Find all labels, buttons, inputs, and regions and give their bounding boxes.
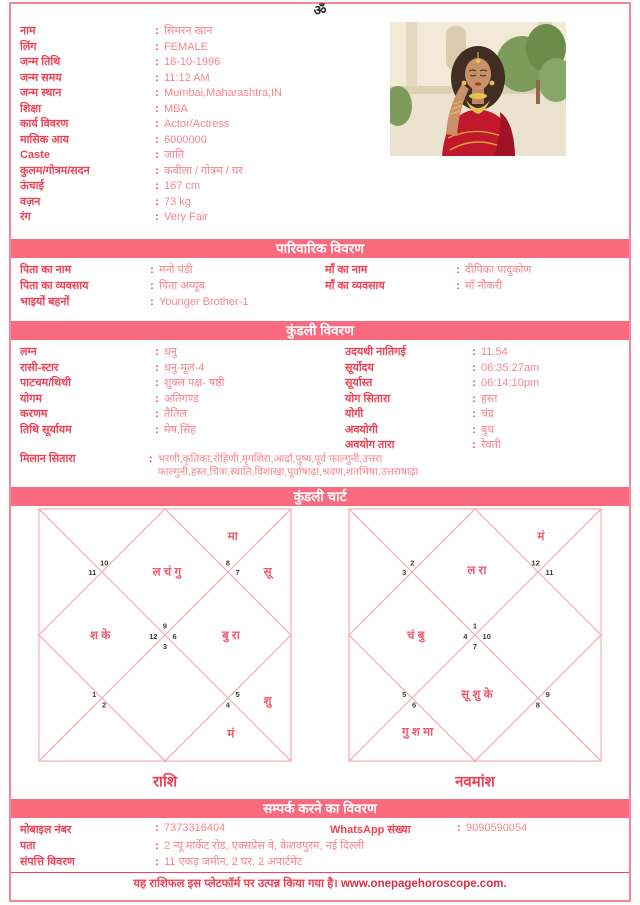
- field-label: ऊंचाई: [20, 180, 44, 192]
- detail-row-tithi: [20, 375, 330, 391]
- colon: :: [155, 408, 159, 420]
- field-value: MBA: [164, 102, 188, 115]
- detail-row-yoga-star: [345, 391, 626, 407]
- sign-number: 5: [402, 690, 407, 700]
- field-value: तैतिल: [164, 408, 187, 420]
- colon: :: [150, 280, 154, 292]
- field-value: चंद्र: [481, 408, 494, 420]
- colon: :: [155, 102, 159, 115]
- field-value: Younger Brother-1: [159, 296, 249, 308]
- planets-house12: मा: [227, 529, 238, 543]
- field-value: कबीला / गोत्रम / घर: [164, 164, 243, 177]
- detail-row-complexion: [20, 209, 385, 225]
- field-label: लिंग: [20, 40, 37, 53]
- colon: :: [155, 164, 159, 177]
- colon: :: [155, 195, 159, 208]
- footer: [11, 876, 629, 891]
- detail-row-avayogi: [345, 422, 626, 438]
- field-value: 06:14:10pm: [481, 377, 540, 389]
- sign-number: 10: [482, 631, 491, 641]
- detail-row-birthdate: [20, 54, 385, 70]
- colon: :: [456, 280, 460, 292]
- field-value: Actor/Actress: [164, 118, 230, 130]
- sign-number: 4: [463, 631, 468, 641]
- detail-row-gender: [20, 39, 385, 55]
- field-label: WhatsApp संख्या: [330, 824, 411, 836]
- field-value: 18-10-1996: [164, 56, 221, 68]
- contact-section-header: [11, 799, 629, 818]
- field-label: तिथि सूर्यायम: [20, 423, 72, 436]
- field-label: सूर्योदय: [345, 361, 374, 374]
- detail-row-gotra: [20, 163, 385, 179]
- field-label: वज़न: [20, 195, 41, 208]
- field-value: धनु-मूल-4: [164, 361, 205, 374]
- detail-row-tithi-suryayam: [20, 422, 330, 438]
- sign-number: 12: [531, 558, 540, 568]
- planets-house10: बु रा: [221, 628, 240, 642]
- field-value: 06:35:27am: [481, 361, 540, 374]
- detail-row-occupation: [20, 116, 385, 132]
- field-label: रासी-स्टार: [20, 361, 59, 374]
- field-value: भरणी,कृतिका,रोहिणी,मृगशिरा,आर्द्रा,पुष्य,पूर्व फाल्गुनी,उत्तरा फाल्गुनी,हस्त,चित्रा,स्वाति,विशाखा,पूर्वाषाढ़ा,श्रवण,शतभिषा,उत्तराषाढ़ा: [157, 453, 419, 478]
- colon: :: [155, 56, 159, 68]
- field-value: 73 kg: [164, 195, 191, 208]
- detail-row-caste: [20, 147, 385, 163]
- field-value: हस्त: [481, 392, 498, 405]
- whatsapp-number-field: [330, 822, 624, 837]
- colon: :: [150, 264, 154, 276]
- section-title: पारिवारिक विवरण: [275, 241, 365, 256]
- field-label: अवयोगी: [345, 423, 378, 436]
- colon: :: [155, 40, 159, 53]
- planets-house1: ल चं गु: [152, 565, 182, 579]
- field-label: मोबाइल नंबर: [20, 824, 72, 836]
- field-label: नाम: [20, 25, 36, 37]
- colon: :: [155, 423, 159, 436]
- field-label: Caste: [20, 149, 50, 161]
- family-left-column: [20, 262, 325, 310]
- sign-number: 2: [410, 558, 415, 568]
- detail-row-father-name: [20, 262, 325, 278]
- colon: :: [155, 361, 159, 374]
- field-label: लग्न: [20, 346, 37, 358]
- family-section-header: [11, 239, 629, 258]
- detail-row-sunset: [345, 375, 626, 391]
- sign-number: 7: [235, 567, 240, 577]
- detail-row-birthtime: [20, 70, 385, 86]
- sign-number: 5: [235, 690, 240, 700]
- colon: :: [155, 211, 159, 223]
- detail-row-karanam: [20, 406, 330, 422]
- colon: :: [155, 118, 159, 130]
- sign-number: 8: [535, 700, 540, 710]
- colon: :: [472, 377, 476, 389]
- section-title: सम्पर्क करने का विवरण: [263, 801, 377, 816]
- detail-row-mother-name: [325, 262, 624, 278]
- sign-number: 1: [472, 621, 478, 631]
- sign-number: 2: [101, 700, 107, 710]
- field-label: योग सितारा: [345, 392, 391, 405]
- field-label: शिक्षा: [20, 102, 42, 115]
- field-value: रेवती: [481, 439, 501, 451]
- field-label: जन्म समय: [20, 71, 62, 84]
- colon: :: [472, 346, 476, 358]
- field-value: माँ नौकरी: [465, 280, 503, 292]
- colon: :: [457, 822, 461, 834]
- colon: :: [472, 423, 476, 436]
- field-label: योगी: [345, 408, 364, 420]
- field-label: पाटचम/थिथी: [20, 377, 72, 389]
- detail-row-income: [20, 132, 385, 148]
- colon: :: [155, 377, 159, 389]
- field-value: अतिगण्ड: [164, 392, 199, 405]
- field-value: 11 एकड़ जमीन, 2 घर, 2 अपार्टमेंट: [164, 856, 303, 868]
- planets-house4: चं बु: [407, 628, 425, 642]
- section-title: कुंडली विवरण: [286, 323, 354, 338]
- detail-row-name: [20, 23, 385, 39]
- sign-number: 3: [402, 567, 407, 577]
- planets-house4: श के: [89, 628, 111, 642]
- detail-row-mother-occupation: [325, 278, 624, 294]
- detail-row-birthplace: [20, 85, 385, 101]
- colon: :: [472, 408, 476, 420]
- sign-number: 3: [162, 642, 168, 652]
- detail-row-milan-sitara: [20, 451, 622, 479]
- field-label: योगम: [20, 392, 42, 405]
- detail-row-weight: [20, 194, 385, 210]
- field-label: जन्म स्थान: [20, 87, 62, 99]
- website-link[interactable]: www.onepagehoroscope.com.: [340, 878, 507, 890]
- kundali-right-column: [345, 344, 626, 453]
- detail-row-udaya: [345, 344, 626, 360]
- colon: :: [155, 133, 159, 146]
- sign-number: 1: [92, 690, 97, 700]
- colon: :: [148, 453, 153, 465]
- contact-row-address: [20, 838, 624, 853]
- contact-row-property: [20, 854, 624, 869]
- detail-row-height: [20, 178, 385, 194]
- field-label: पता: [20, 840, 36, 852]
- navamsa-chart: [348, 508, 602, 794]
- field-label: माँ का नाम: [325, 264, 368, 276]
- colon: :: [155, 71, 159, 84]
- field-value: 6000000: [164, 133, 207, 146]
- kundali-left-column: [20, 344, 330, 437]
- sign-number: 7: [472, 642, 478, 652]
- field-label: करणम: [20, 408, 48, 420]
- field-label: सूर्यास्त: [345, 377, 373, 389]
- colon: :: [155, 180, 159, 192]
- detail-row-sunrise: [345, 360, 626, 376]
- planets-house11: सू: [263, 565, 272, 579]
- colon: :: [155, 392, 159, 405]
- sign-number: 9: [545, 690, 550, 700]
- planets-house12: मं: [537, 529, 545, 543]
- contact-row-phone: [20, 822, 624, 837]
- planets-house8: मं: [227, 727, 235, 741]
- profile-photo: [390, 22, 566, 156]
- field-label: जन्म तिथि: [20, 56, 61, 68]
- sign-number: 10: [100, 558, 109, 568]
- field-value: शुक्ल पक्ष- षष्ठी: [164, 377, 225, 389]
- detail-row-siblings: [20, 294, 325, 310]
- field-label: पिता का नाम: [20, 264, 72, 276]
- detail-row-rashi-star: [20, 360, 330, 376]
- planets-house6: गु श मा: [402, 725, 434, 739]
- sign-number: 8: [225, 558, 230, 568]
- field-label: मासिक आय: [20, 133, 69, 146]
- sign-number: 11: [545, 567, 554, 577]
- planets-house9: शु: [263, 694, 272, 708]
- field-value: मेष,सिंह: [164, 423, 197, 436]
- kundali-charts: [38, 508, 602, 794]
- colon: :: [150, 296, 154, 308]
- field-label: उदयथी नातिगई: [345, 346, 406, 358]
- colon: :: [472, 439, 476, 451]
- chart-caption: नवमांश: [455, 773, 495, 791]
- colon: :: [155, 25, 159, 37]
- sign-number: 9: [162, 621, 168, 631]
- colon: :: [155, 87, 159, 99]
- section-title: कुंडली चार्ट: [293, 489, 347, 504]
- colon: :: [472, 361, 476, 374]
- colon: :: [456, 264, 460, 276]
- field-value: धनु: [164, 346, 177, 358]
- mobile-number-field: [20, 822, 330, 837]
- footer-note: यह राशिफल इस प्लेटफॉर्म पर उत्पन्न किया गया है।: [133, 878, 338, 890]
- field-value: जाति: [164, 149, 185, 161]
- footer-divider: [11, 872, 629, 873]
- colon: :: [155, 346, 159, 358]
- sign-number: 11: [88, 567, 97, 577]
- field-value: पिता अय्यूब: [159, 280, 205, 292]
- field-label: मिलान सितारा: [20, 453, 76, 465]
- planets-house7: सू शु के: [461, 688, 493, 702]
- field-value: दीपिका पादुकोण: [465, 264, 532, 276]
- field-value: 7373316404: [164, 822, 226, 834]
- field-label: माँ का व्यवसाय: [325, 280, 385, 292]
- field-value: Very Fair: [164, 211, 209, 223]
- field-label: रंग: [20, 211, 31, 223]
- field-label: कुलम/गोत्रम/सदन: [20, 164, 90, 177]
- rashi-chart: [38, 508, 292, 794]
- colon: :: [155, 856, 159, 868]
- detail-row-education: [20, 101, 385, 117]
- sign-number: 6: [411, 700, 417, 710]
- sign-number: 4: [225, 700, 230, 710]
- field-label: संपत्ति विवरण: [20, 856, 75, 868]
- field-value: 11.54: [481, 346, 508, 358]
- personal-details-section: [20, 23, 385, 225]
- chart-section-header: [11, 487, 629, 506]
- colon: :: [155, 149, 159, 161]
- family-right-column: [325, 262, 624, 294]
- field-value: बुध: [481, 423, 495, 436]
- kundali-section-header: [11, 321, 629, 340]
- colon: :: [472, 392, 476, 405]
- field-value: Mumbai,Maharashtra,IN: [164, 87, 282, 99]
- colon: :: [155, 840, 159, 852]
- field-label: भाइयों बहनों: [20, 296, 70, 308]
- sign-number: 6: [172, 631, 177, 641]
- field-label: कार्य विवरण: [20, 118, 69, 130]
- field-label: अवयोग तारा: [345, 439, 395, 451]
- chart-caption: राशि: [152, 773, 178, 791]
- field-value: 9090590054: [466, 822, 528, 834]
- om-symbol: ॐ: [313, 2, 327, 18]
- field-value: 11:12 AM: [164, 71, 210, 84]
- detail-row-yogam: [20, 391, 330, 407]
- sign-number: 12: [149, 631, 158, 641]
- field-value: मनो पंडी: [159, 264, 193, 276]
- detail-row-yogi: [345, 406, 626, 422]
- detail-row-father-occupation: [20, 278, 325, 294]
- field-value: FEMALE: [164, 40, 209, 53]
- detail-row-lagna: [20, 344, 330, 360]
- field-value: 2 न्यू मार्केट रोड, एक्सप्रेस वे, केशवपुरम, नई दिल्ली: [164, 840, 365, 852]
- field-label: पिता का व्यवसाय: [20, 280, 89, 292]
- planets-house1: ल रा: [467, 563, 487, 577]
- colon: :: [155, 822, 159, 834]
- field-value: सिमरन खान: [164, 25, 213, 37]
- field-value: 167 cm: [164, 180, 201, 192]
